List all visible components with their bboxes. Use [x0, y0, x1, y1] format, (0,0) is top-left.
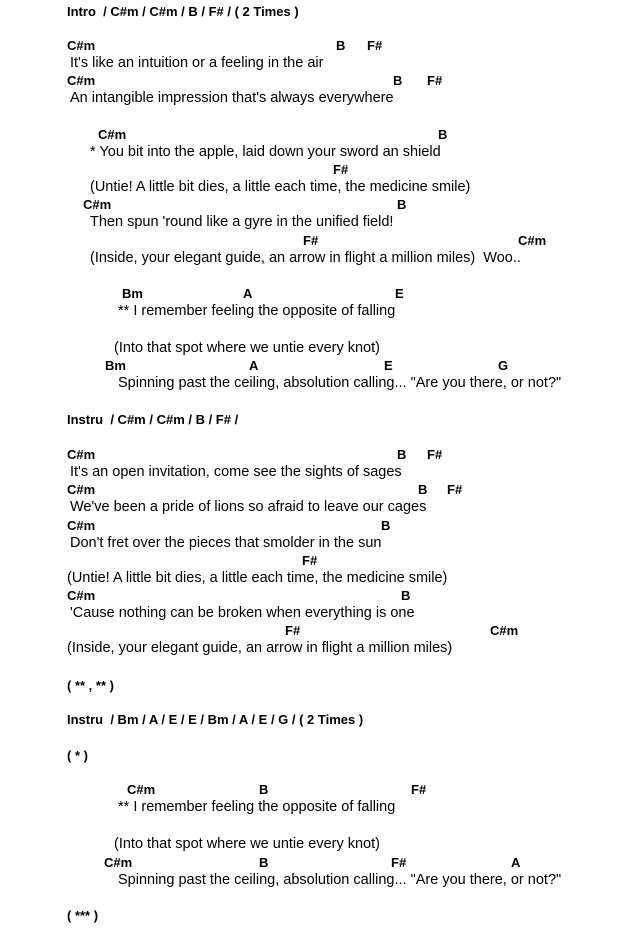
chord: B: [438, 127, 448, 142]
chord: C#m: [67, 447, 96, 462]
chord: C#m: [83, 197, 112, 212]
chord: B: [381, 518, 391, 533]
repeat-marker: ( *** ): [67, 908, 99, 923]
lyric-line: (Inside, your elegant guide, an arrow in flight a million miles) Woo..: [90, 250, 521, 266]
lyric-line: It's an open invitation, come see the sights of sages: [70, 464, 402, 480]
chord: B: [336, 38, 346, 53]
chord: C#m: [98, 127, 127, 142]
lyric-line: (Inside, your elegant guide, an arrow in flight a million miles): [67, 640, 453, 656]
lyric-line: An intangible impression that's always everywhere: [70, 90, 394, 106]
chord: A: [249, 358, 259, 373]
chord: C#m: [490, 623, 519, 638]
lyric-line: (Untie! A little bit dies, a little each time, the medicine smile): [67, 570, 448, 586]
chord: C#m: [67, 518, 96, 533]
chord: B: [418, 482, 428, 497]
repeat-marker: ( ** , ** ): [67, 678, 114, 693]
chord: B: [393, 73, 403, 88]
lyric-line: Don't fret over the pieces that smolder in the sun: [70, 535, 382, 551]
lyric-line: ** I remember feeling the opposite of falling: [118, 303, 396, 319]
chord: Bm: [105, 358, 126, 373]
intro-line: Intro / C#m / C#m / B / F# / ( 2 Times ): [67, 4, 299, 19]
lyric-line: We've been a pride of lions so afraid to leave our cages: [70, 499, 427, 515]
chord: A: [511, 855, 521, 870]
instru-line: Instru / Bm / A / E / E / Bm / A / E / G / ( 2 Times ): [67, 712, 364, 727]
lyric-line: (Untie! A little bit dies, a little each time, the medicine smile): [90, 179, 471, 195]
chord: C#m: [67, 588, 96, 603]
chord: B: [259, 782, 269, 797]
lyric-line: * You bit into the apple, laid down your sword an shield: [90, 144, 441, 160]
chord: F#: [447, 482, 463, 497]
lyric-line: 'Cause nothing can be broken when everything is one: [70, 605, 415, 621]
chord: F#: [367, 38, 383, 53]
chord: F#: [302, 553, 318, 568]
lyric-line: (Into that spot where we untie every knot): [114, 836, 380, 852]
chord: A: [243, 286, 253, 301]
chord: F#: [427, 73, 443, 88]
chord: B: [397, 447, 407, 462]
chord: E: [384, 358, 393, 373]
chord: C#m: [67, 482, 96, 497]
chord: F#: [333, 162, 349, 177]
chord: C#m: [518, 233, 547, 248]
chord: F#: [285, 623, 301, 638]
lyric-line: Spinning past the ceiling, absolution calling... "Are you there, or not?": [118, 872, 562, 888]
chord: C#m: [127, 782, 156, 797]
lyric-line: (Into that spot where we untie every knot): [114, 340, 380, 356]
chord: F#: [427, 447, 443, 462]
chord: B: [401, 588, 411, 603]
repeat-marker: ( * ): [67, 748, 88, 763]
chord: C#m: [67, 73, 96, 88]
chord: F#: [303, 233, 319, 248]
instru-line: Instru / C#m / C#m / B / F# /: [67, 412, 239, 427]
chord: B: [259, 855, 269, 870]
chord: F#: [391, 855, 407, 870]
chord: F#: [411, 782, 427, 797]
chord: G: [498, 358, 509, 373]
lyric-line: Then spun 'round like a gyre in the unified field!: [90, 214, 394, 230]
lyric-line: It's like an intuition or a feeling in the air: [70, 55, 324, 71]
chord: B: [397, 197, 407, 212]
lyric-line: Spinning past the ceiling, absolution calling... "Are you there, or not?": [118, 375, 562, 391]
lyric-line: ** I remember feeling the opposite of falling: [118, 799, 396, 815]
chord: Bm: [122, 286, 143, 301]
chord: E: [395, 286, 404, 301]
chord: C#m: [104, 855, 133, 870]
chord: C#m: [67, 38, 96, 53]
